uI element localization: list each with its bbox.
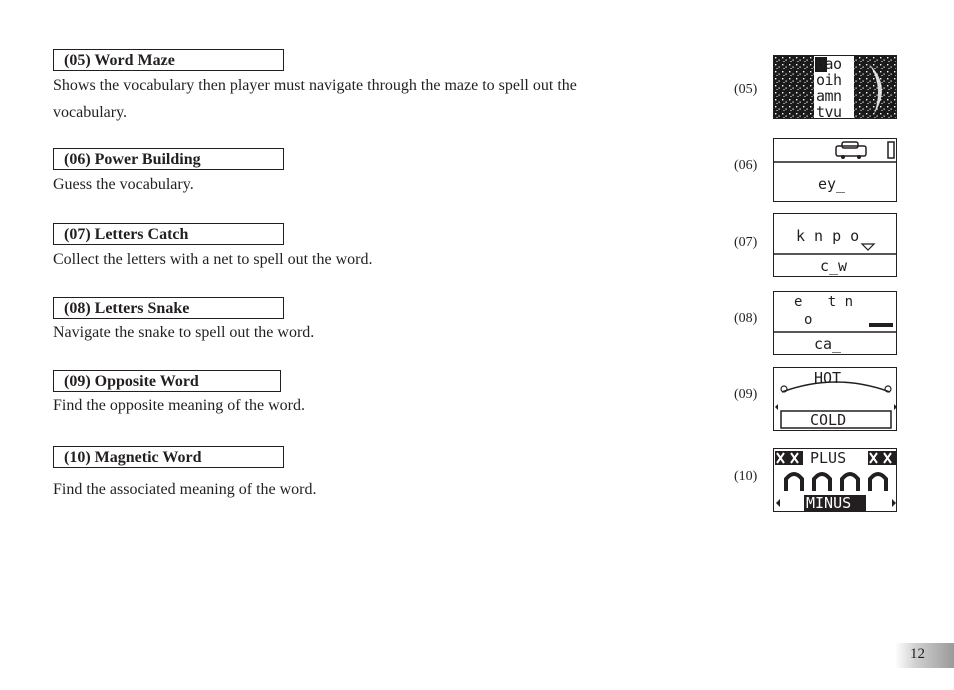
battery-icon	[888, 142, 894, 158]
arrow-right-icon	[892, 499, 896, 507]
figure-label-05: (05)	[734, 82, 758, 97]
section-desc-letters-snake: Navigate the snake to spell out the word.	[53, 324, 315, 341]
section-desc-opposite-word: Find the opposite meaning of the word.	[53, 397, 305, 414]
page-number-text: 12	[910, 646, 925, 662]
section-title-magnetic-word: (10) Magnetic Word	[53, 446, 284, 468]
section-desc-magnetic-word: Find the associated meaning of the word.	[53, 481, 317, 498]
section-title-power-building: (06) Power Building	[53, 148, 284, 170]
snake-body	[869, 323, 893, 327]
maze-row-3: amn	[816, 87, 842, 105]
section-desc-word-maze: Shows the vocabulary then player must navigate through the maze to spell out the vocabulary.	[53, 77, 577, 121]
section-desc-power-building: Guess the vocabulary.	[53, 176, 194, 193]
snake-letters-row-1: e t n	[794, 294, 854, 310]
figure-label-09: (09)	[734, 387, 758, 402]
screen-magnetic-word	[773, 448, 897, 512]
word-hot: HOT	[814, 369, 842, 387]
arrow-left-icon	[776, 499, 780, 507]
section-title-word-maze: (05) Word Maze	[53, 49, 284, 71]
screen-power-building	[773, 138, 897, 202]
word-cold: COLD	[810, 411, 847, 429]
falling-letters: k n p o	[796, 227, 860, 245]
section-title-letters-catch: (07) Letters Catch	[53, 223, 284, 245]
net-icon	[862, 244, 874, 250]
pattern-right-icon	[868, 451, 896, 465]
section-title-opposite-word: (09) Opposite Word	[53, 370, 281, 392]
screen-letters-catch	[773, 213, 897, 277]
snake-word: ca_	[814, 335, 842, 353]
arrow-right-icon	[894, 404, 897, 410]
section-title-letters-snake: (08) Letters Snake	[53, 297, 284, 319]
catch-word: c_w	[820, 257, 848, 275]
figure-label-06: (06)	[734, 158, 758, 173]
figure-label-10: (10)	[734, 469, 758, 484]
car-icon	[836, 142, 866, 159]
section-desc-letters-catch: Collect the letters with a net to spell out the word.	[53, 251, 373, 268]
maze-background-left	[774, 56, 814, 119]
magnet-icons	[786, 474, 886, 491]
figure-label-08: (08)	[734, 311, 758, 326]
pattern-left-icon	[775, 451, 803, 465]
screen-letters-snake	[773, 291, 897, 355]
maze-row-4: tvu	[816, 103, 842, 119]
word-plus: PLUS	[810, 449, 847, 467]
screen-word-maze	[773, 55, 897, 119]
snake-letters-row-2: o	[804, 312, 813, 328]
figure-label-07: (07)	[734, 235, 758, 250]
maze-row-2: oih	[816, 71, 842, 89]
screen-opposite-word	[773, 367, 897, 431]
maze-row-1: bao	[816, 56, 842, 73]
word-minus: MINUS	[806, 494, 852, 512]
page-number	[895, 643, 954, 668]
arrow-left-icon	[775, 404, 778, 410]
guess-word: ey_	[818, 175, 846, 193]
